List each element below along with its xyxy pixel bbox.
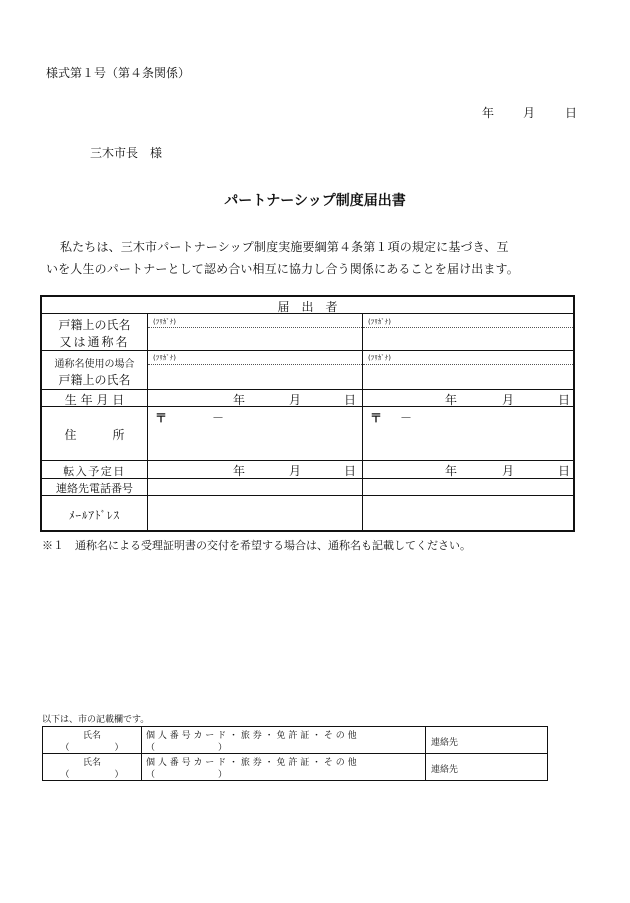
partner1-legal-name-input[interactable]: [148, 328, 362, 350]
office-row1-id-label: 個 人 番 号 カ ー ド ・ 旅 券 ・ 免 許 証 ・ そ の 他: [146, 731, 357, 741]
office-row2-id-paren: （ ）: [146, 770, 228, 780]
p1-postal-dash: －: [212, 411, 225, 425]
p1-birth-day: 日: [344, 393, 357, 407]
partner2-legal-name-input[interactable]: [363, 328, 573, 350]
p2-move-day: 日: [558, 464, 571, 478]
p2-birth-month: 月: [502, 393, 515, 407]
label-move-in-date: 転入予定日: [63, 465, 126, 478]
p2-birth-year: 年: [445, 393, 458, 407]
form-number: 様式第１号（第４条関係）: [46, 66, 191, 80]
label-email: ﾒｰﾙｱﾄﾞﾚｽ: [69, 509, 120, 522]
p1-postal-mark: 〒: [155, 411, 168, 425]
office-use-heading: 以下は、市の記載欄です。: [42, 715, 150, 725]
p2-postal-dash: －: [400, 411, 413, 425]
date-day-label: 日: [565, 106, 578, 120]
label-phone: 連絡先電話番号: [56, 482, 133, 495]
office-row2-name-paren: （ ）: [60, 770, 124, 780]
p1-move-year: 年: [233, 464, 246, 478]
p1-birth-month: 月: [289, 393, 302, 407]
label-legal-name-1: 戸籍上の氏名: [58, 318, 131, 332]
p2-move-year: 年: [445, 464, 458, 478]
footnote: ※１ 通称名による受理証明書の交付を希望する場合は、通称名も記載してください。: [42, 539, 471, 552]
furigana-label-1: (ﾌﾘｶﾞﾅ): [153, 318, 176, 326]
label-legal-name-2: 又は通称名: [59, 335, 130, 349]
office-row1-contact-label: 連絡先: [431, 738, 459, 748]
office-row2-name-label: 氏名: [82, 758, 101, 768]
p1-move-day: 日: [344, 464, 357, 478]
office-row2-id-label: 個 人 番 号 カ ー ド ・ 旅 券 ・ 免 許 証 ・ そ の 他: [146, 758, 357, 768]
table-header: 届 出 者: [277, 300, 338, 314]
p1-birth-year: 年: [233, 393, 246, 407]
p2-postal-mark: 〒: [370, 411, 383, 425]
p2-birth-day: 日: [558, 393, 571, 407]
p2-move-month: 月: [502, 464, 515, 478]
date-month-label: 月: [523, 106, 536, 120]
label-address: 住 所: [64, 428, 125, 442]
office-row2-contact-label: 連絡先: [431, 765, 459, 775]
office-row1-name-paren: （ ）: [60, 743, 124, 753]
furigana-label-2: (ﾌﾘｶﾞﾅ): [368, 318, 391, 326]
intro-line-2: いを人生のパートナーとして認め合い相互に協力し合う関係にあることを届け出ます。: [46, 262, 519, 276]
furigana-label-4: (ﾌﾘｶﾞﾅ): [368, 354, 391, 362]
furigana-label-3: (ﾌﾘｶﾞﾅ): [153, 354, 176, 362]
label-alias-2: 戸籍上の氏名: [58, 373, 131, 387]
partner2-alias-name-input[interactable]: [363, 365, 573, 389]
label-birthdate: 生 年 月 日: [64, 393, 125, 407]
p1-move-month: 月: [289, 464, 302, 478]
partner1-alias-name-input[interactable]: [148, 365, 362, 389]
office-row1-id-paren: （ ）: [146, 743, 228, 753]
office-row1-name-label: 氏名: [82, 731, 101, 741]
addressee: 三木市長 様: [90, 146, 163, 160]
page-title: パートナーシップ制度届出書: [224, 193, 406, 209]
label-alias-1: 通称名使用の場合: [54, 359, 135, 370]
intro-line-1: 私たちは、三木市パートナーシップ制度実施要綱第４条第１項の規定に基づき、互: [60, 240, 509, 254]
date-year-label: 年: [482, 106, 495, 120]
